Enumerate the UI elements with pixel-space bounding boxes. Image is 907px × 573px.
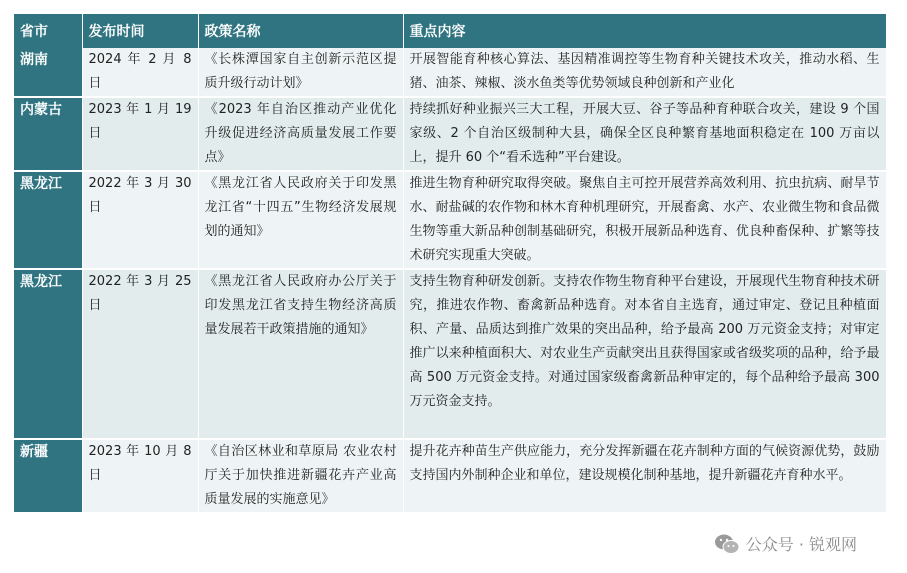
cell-province: 内蒙古 [14,97,82,171]
cell-date: 2023 年 1 月 19 日 [82,97,198,171]
table-row [14,439,886,513]
header-policy: 政策名称 [198,14,403,48]
cell-date: 2024 年 2 月 8 日 [82,48,198,97]
policy-table [14,14,887,514]
cell-content: 开展智能育种核心算法、基因精准调控等生物育种关键技术攻关，推动水稻、生猪、油茶、辣椒、淡水鱼类等优势领域良种创新和产业化 [403,48,886,97]
cell-policy: 《自治区林业和草原局 农业农村厅关于加快推进新疆花卉产业高质量发展的实施意见》 [198,439,403,513]
wechat-icon [714,533,740,555]
cell-policy: 《黑龙江省人民政府关于印发黑龙江省“十四五”生物经济发展规划的通知》 [198,171,403,269]
header-date: 发布时间 [82,14,198,48]
cell-province: 黑龙江 [14,269,82,439]
cell-content: 持续抓好种业振兴三大工程，开展大豆、谷子等品种育种联合攻关，建设 9 个国家级、2 个自治区级制种大县，确保全区良种繁育基地面积稳定在 100 万亩以上，提升 60 个“看禾选种”平台建设。 [403,97,886,171]
table-row [14,269,886,439]
cell-date: 2023 年 10 月 8 日 [82,439,198,513]
cell-date: 2022 年 3 月 30 日 [82,171,198,269]
table-header-row [14,14,886,48]
watermark-text: 公众号 · 锐观网 [745,535,857,554]
table-row [14,48,886,97]
cell-province: 湖南 [14,48,82,97]
cell-date: 2022 年 3 月 25 日 [82,269,198,439]
cell-content: 推进生物育种研究取得突破。聚焦自主可控开展营养高效利用、抗虫抗病、耐旱节水、耐盐碱的农作物和林木育种机理研究，开展畜禽、水产、农业微生物和食品微生物等重大新品种创制基础研究，积极开展新品种选育、优良种畜保种、扩繁等技术研究实现重大突破。 [403,171,886,269]
table-row [14,97,886,171]
cell-content: 支持生物育种研发创新。支持农作物生物育种平台建设，开展现代生物育种技术研究，推进农作物、畜禽新品种选育。对本省自主选育，通过审定、登记且种植面积、产量、品质达到推广效果的突出品种，给予最高 200 万元资金支持；对审定推广以来种植面积大、对农业生产贡献突出且获得国家或省级奖项的品种，给予最高 500 万元资金支持。对通过国家级畜禽新品种审定的，每个品种给予最高 300 万元资金支持。 [403,269,886,439]
cell-province: 黑龙江 [14,171,82,269]
cell-policy: 《黑龙江省人民政府办公厅关于印发黑龙江省支持生物经济高质量发展若干政策措施的通知》 [198,269,403,439]
cell-policy: 《长株潭国家自主创新示范区提质升级行动计划》 [198,48,403,97]
cell-province: 新疆 [14,439,82,513]
header-content: 重点内容 [403,14,886,48]
cell-policy: 《2023 年自治区推动产业优化升级促进经济高质量发展工作要点》 [198,97,403,171]
watermark [714,532,857,555]
cell-content: 提升花卉种苗生产供应能力，充分发挥新疆在花卉制种方面的气候资源优势，鼓励支持国内外制种企业和单位，建设规模化制种基地，提升新疆花卉育种水平。 [403,439,886,513]
table-row [14,171,886,269]
header-province: 省市 [14,14,82,48]
